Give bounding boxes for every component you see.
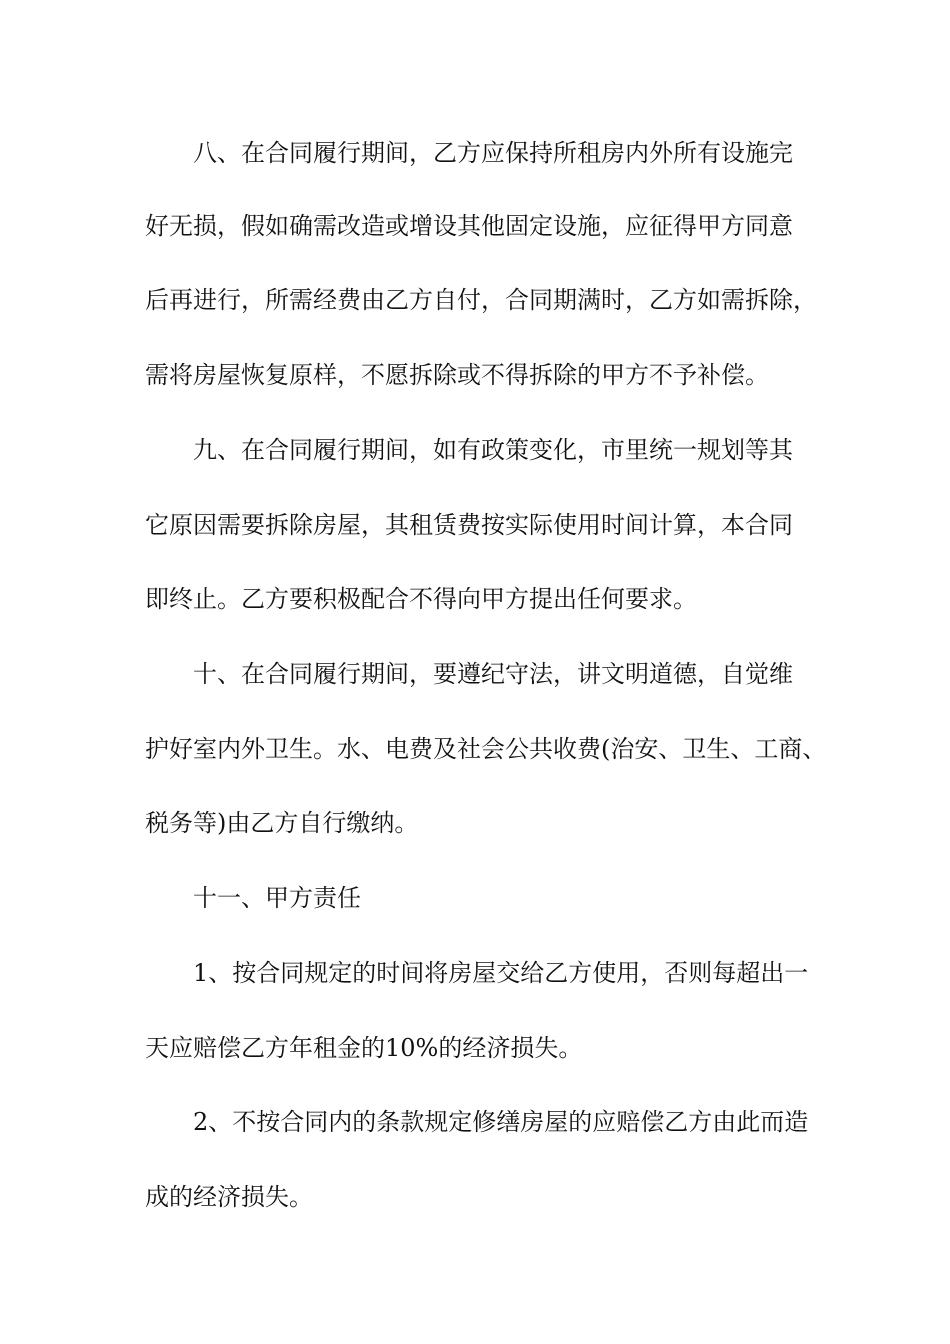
clause-8-line-3: 后再进行，所需经费由乙方自付，合同期满时，乙方如需拆除， <box>145 286 817 314</box>
clause-8-line-4: 需将房屋恢复原样，不愿拆除或不得拆除的甲方不予补偿。 <box>145 361 769 389</box>
clause-10-line-3: 税务等)由乙方自行缴纳。 <box>145 809 419 837</box>
clause-8-line-2: 好无损，假如确需改造或增设其他固定设施，应征得甲方同意 <box>145 212 793 240</box>
item-1-line-2: 天应赔偿乙方年租金的10%的经济损失。 <box>145 1034 583 1062</box>
clause-9-line-3: 即终止。乙方要积极配合不得向甲方提出任何要求。 <box>145 585 697 613</box>
item-2-line-2: 成的经济损失。 <box>145 1183 313 1211</box>
item-2-line-1: 2、不按合同内的条款规定修缮房屋的应赔偿乙方由此而造 <box>193 1108 809 1136</box>
item-1-line-1: 1、按合同规定的时间将房屋交给乙方使用，否则每超出一 <box>193 959 809 987</box>
clause-9-line-2: 它原因需要拆除房屋，其租赁费按实际使用时间计算，本合同 <box>145 511 793 539</box>
clause-11-heading: 十一、甲方责任 <box>193 884 361 912</box>
clause-10-line-2: 护好室内外卫生。水、电费及社会公共收费(治安、卫生、工商、 <box>145 735 827 763</box>
clause-9-line-1: 九、在合同履行期间，如有政策变化，市里统一规划等其 <box>193 436 793 464</box>
clause-8-line-1: 八、在合同履行期间，乙方应保持所租房内外所有设施完 <box>193 139 793 167</box>
clause-10-line-1: 十、在合同履行期间，要遵纪守法，讲文明道德，自觉维 <box>193 660 793 688</box>
